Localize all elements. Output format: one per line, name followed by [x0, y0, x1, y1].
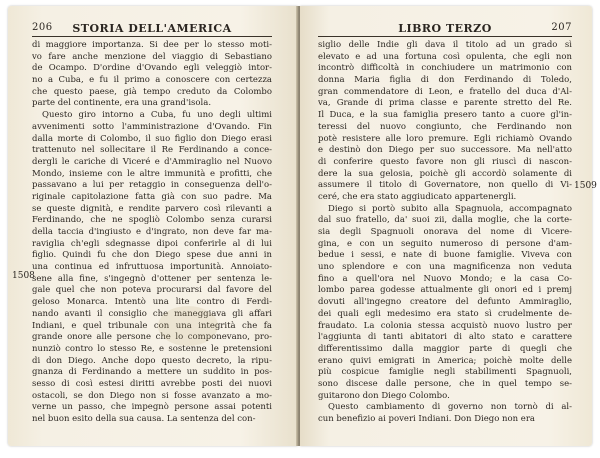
- text-line: dalla morte di Colombo, il suo figlio don Diego erasi: [32, 133, 272, 144]
- text-line: dergli le cariche di Viceré e d'Ammiraglio nel Nuovo: [32, 156, 272, 167]
- text-line: sene alla fine, s'ingegnò d'ottener per sentenza le-: [32, 273, 272, 284]
- text-line: elevato e ad una fortuna così opulenta, che egli non: [318, 51, 572, 62]
- text-line: della taccia d'ingiusto e d'ingrato, non deve far ma-: [32, 227, 272, 237]
- text-line: va, Grande di prima classe e parente stretto del Re.: [318, 98, 572, 109]
- text-line: dal suo fratello, da' suoi zii, dalla moglie, che la corte-: [318, 215, 572, 226]
- text-line: vo fare anche menzione del viaggio di Sebastiano: [32, 51, 272, 62]
- right-page: [300, 6, 597, 446]
- text-line: dovuti all'ingegno creatore del defunto Ammiraglio,: [318, 297, 572, 308]
- text-line: una continua ed infruttuosa importunità. Annoiato-: [32, 262, 272, 273]
- running-head: LIBRO TERZO: [398, 22, 492, 35]
- text-line: nel buon esito della sua causa. La sentenza del con-: [32, 414, 256, 424]
- text-line: verne un passo, che impegnò persone assai potenti: [32, 402, 272, 413]
- text-line: ostacoli, se don Diego non si fosse avanzato a mo-: [32, 390, 272, 401]
- margin-year: 1509: [574, 181, 597, 191]
- right-page-body: [318, 40, 572, 426]
- text-line: sono discese dalle persone, che in quel tempo se-: [318, 378, 572, 389]
- left-page-body: [32, 40, 272, 426]
- text-line: de Ocampo. D'ordine d'Ovando egli veleggiò intor-: [32, 63, 272, 74]
- text-line: assumere il titolo di Governatore, non quello di Vi-: [318, 180, 572, 191]
- text-line: l'aggiunta di tanti abitatori di alto stato e carattere: [318, 332, 572, 343]
- text-line: differentissimo dalla maggior parte di quegli che: [318, 343, 572, 354]
- paper-stain: [158, 306, 218, 346]
- text-line: gale quel che non poteva procurarsi dal favore del: [32, 285, 272, 296]
- margin-year: 1508: [12, 271, 35, 281]
- text-line: Mondo, insieme con le altre immunità e profitti, che: [32, 168, 272, 179]
- running-head: STORIA DELL'AMERICA: [72, 22, 232, 35]
- text-line: lombo parea godesse attualmente gli onori ed i premj: [318, 285, 572, 296]
- text-line: Questo giro intorno a Cuba, fu uno degli ultimi: [42, 110, 272, 121]
- text-line: nunziò contro lo stesso Re, e sostenne le pretensioni: [32, 343, 272, 354]
- text-line: raviglia ch'egli sdegnasse dipoi conferirle al di lui: [32, 238, 272, 249]
- text-line: fraudato. La colonia stessa acquistò nuovo lustro per: [318, 320, 572, 331]
- text-line: geloso Monarca. Intentò una lite contro di Ferdi-: [32, 297, 272, 308]
- text-line: bedue i sessi, e nate di buone famiglie. Viveva con: [318, 250, 572, 261]
- text-line: e destinò don Diego per suo successore. Ma nell'atto: [318, 145, 572, 156]
- text-line: riginale capitolazione fatta già con suo padre. Ma: [32, 191, 272, 202]
- text-line: cun benefizio ai poveri Indiani. Don Diego non era: [318, 414, 535, 424]
- text-line: dere la sua gelosia, poichè gli accordò solamente di: [318, 168, 572, 179]
- left-page: [8, 6, 298, 446]
- text-line: figlio. Quindi fu che don Diego spese due anni in: [32, 250, 272, 261]
- header-rule: [32, 36, 272, 37]
- text-line: Ferdinando, che ne spogliò Colombo senza curarsi: [32, 215, 272, 226]
- text-line: Il Duca, e la sua famiglia presero tanto a cuore gl'in-: [318, 110, 572, 121]
- text-line: sesso di così estesi diritti avrebbe posti dei nuovi: [32, 378, 272, 389]
- text-line: potè resistere alle loro premure. Egli richiamò Ovando: [318, 133, 572, 144]
- text-line: di maggiore importanza. Si dee per lo stesso moti-: [32, 40, 272, 50]
- text-line: ceré, che era stato aggiudicato appartenergli.: [318, 191, 517, 202]
- text-line: fino a quell'ora nel Nuovo Mondo; e la casa Co-: [318, 273, 572, 284]
- page-number: 206: [32, 22, 53, 33]
- text-line: siglio delle Indie gli dava il titolo ad un grado sì: [318, 40, 572, 50]
- text-line: gnanza di Ferdinando a mettere un suddito in pos-: [32, 367, 272, 378]
- text-line: Diego si portò subito alla Spagnuola, accompagnato: [328, 203, 572, 214]
- text-line: nando avanti il consiglio che maneggiava gli affari: [32, 308, 272, 319]
- text-line: parte del continente, era una grand'isola.: [32, 98, 212, 109]
- page-number: 207: [551, 22, 572, 33]
- text-line: Indiani, e quel tribunale con una integrità che fa: [32, 320, 272, 331]
- text-line: donna Maria figlia di don Ferdinando di Toledo,: [318, 75, 572, 86]
- text-line: gina, e con un seguito numeroso di persone d'am-: [318, 238, 572, 249]
- text-line: uno splendore e con una magnificenza non veduta: [318, 262, 572, 273]
- text-line: dei quali egli medesimo era stato sì crudelmente de-: [318, 308, 572, 319]
- text-line: guitarono don Diego Colombo.: [318, 390, 450, 401]
- text-line: incontrò difficoltà in conchiudere un matrimonio con: [318, 63, 572, 74]
- header-rule: [318, 36, 572, 37]
- text-line: grande onore alle persone che lo componevano, pro-: [32, 332, 272, 343]
- text-line: avvenimenti sotto l'amministrazione d'Ovando. Fin: [32, 121, 272, 132]
- text-line: più cospicue famiglie negli stabilimenti Spagnuoli,: [318, 367, 572, 378]
- text-line: passavano a lui per retaggio in conseguenza dell'o-: [32, 180, 272, 191]
- text-line: gran commendatore di Leon, e fratello del duca d'Al-: [318, 86, 572, 97]
- text-line: se queste dignità, e rendite parvero così rilevanti a: [32, 203, 272, 214]
- text-line: teressi del nuovo congiunto, che Ferdinando non: [318, 121, 572, 132]
- text-line: di conferire questo favore non gli riuscì di nascon-: [318, 156, 572, 167]
- open-book: [8, 6, 597, 448]
- text-line: trattenuto nel sollecitare il Re Ferdinando a conce-: [32, 145, 272, 156]
- text-line: Questo cambiamento di governo non tornò di al-: [328, 402, 572, 413]
- text-line: di don Diego. Anche dopo questo decreto, la ripu-: [32, 355, 272, 366]
- text-line: erano quivi emigrati in America; poichè molte delle: [318, 355, 572, 366]
- text-line: no a Cuba, e fu il primo a conoscere con certezza: [32, 75, 272, 86]
- text-line: sia degli Spagnuoli onorava del nome di Vicere-: [318, 227, 572, 237]
- text-line: che questo paese, già tempo creduto da Colombo: [32, 86, 272, 97]
